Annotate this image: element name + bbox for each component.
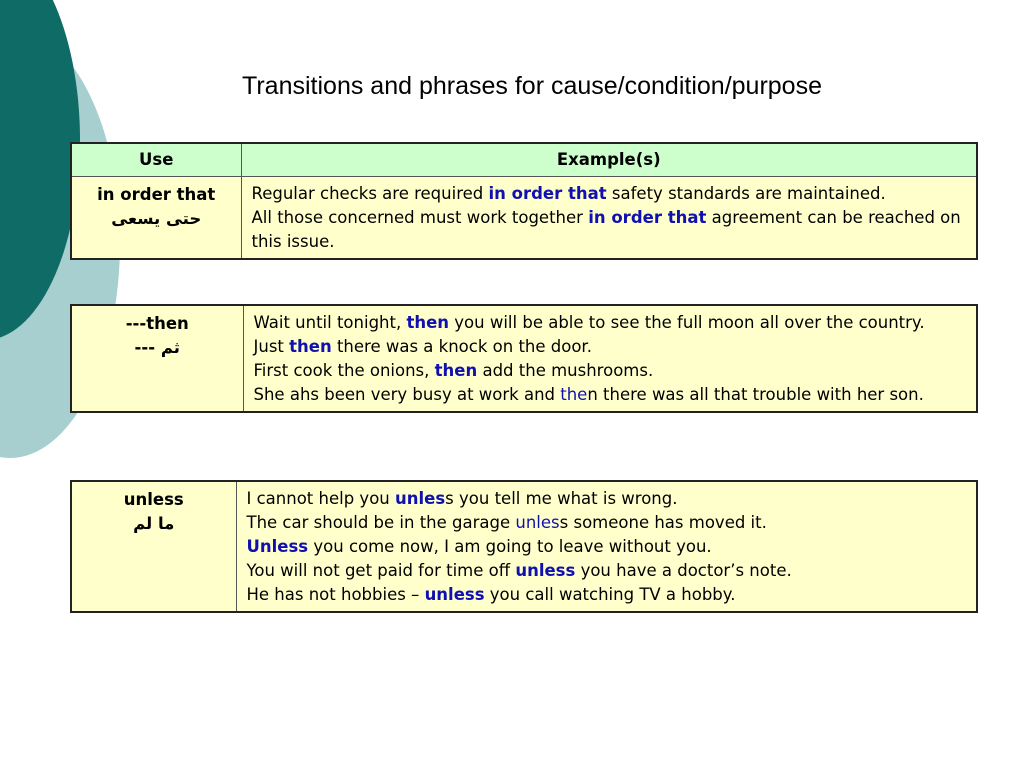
table-unless (70, 480, 978, 613)
sentence-text: s someone has moved it. (559, 513, 767, 532)
sentence-text: Regular checks are required (251, 184, 489, 203)
sentence-text: Wait until tonight, (253, 313, 407, 332)
header-row (71, 143, 977, 177)
use-arabic: ما لم (133, 514, 175, 533)
sentence-text: You will not get paid for time off (246, 561, 516, 580)
sentence-text: you come now, I am going to leave without you. (308, 537, 712, 556)
header-examples: Example(s) (241, 143, 977, 177)
sentence-text: All those concerned must work together (251, 208, 589, 227)
sentence-text: safety standards are maintained. (606, 184, 886, 203)
sentence-text: Just (253, 337, 290, 356)
sentence-text: n there was all that trouble with her son. (587, 385, 924, 404)
example-sentence (247, 487, 967, 511)
sentence-text: agreement can be reached on this issue. (251, 208, 961, 251)
sentence-text: you call watching TV a hobby. (484, 585, 736, 604)
example-sentence (247, 511, 967, 535)
table-row (71, 305, 977, 412)
sentence-text: you have a doctor’s note. (575, 561, 792, 580)
sentence-text: add the mushrooms. (477, 361, 654, 380)
keyword-highlight: then (406, 313, 450, 332)
keyword-highlight: unless (424, 585, 485, 604)
example-sentence (252, 206, 967, 254)
keyword-highlight: unless (515, 561, 576, 580)
use-cell (71, 481, 236, 612)
keyword-highlight: in order that (588, 208, 707, 227)
sentence-text: He has not hobbies – (246, 585, 425, 604)
keyword-highlight: then (434, 361, 478, 380)
use-cell (71, 177, 241, 260)
examples-cell (241, 177, 977, 260)
sentence-text: First cook the onions, (253, 361, 435, 380)
table-row (71, 177, 977, 260)
sentence-text: s you tell me what is wrong. (445, 489, 678, 508)
examples-cell (236, 481, 977, 612)
example-sentence (254, 359, 967, 383)
keyword-highlight: unles (515, 513, 560, 532)
slide-title: Transitions and phrases for cause/condition/purpose (242, 72, 822, 100)
sentence-text: there was a knock on the door. (331, 337, 592, 356)
sentence-text: you will be able to see the full moon all over the country. (449, 313, 925, 332)
use-term: unless (123, 490, 184, 509)
example-sentence (247, 535, 967, 559)
use-arabic: حتى يسعى (111, 209, 202, 228)
example-sentence (247, 583, 967, 607)
example-sentence (252, 182, 967, 206)
keyword-highlight: unles (395, 489, 446, 508)
use-term: ---then (125, 314, 189, 333)
use-arabic: ثم --- (134, 338, 180, 357)
example-sentence (247, 559, 967, 583)
example-sentence (254, 383, 967, 407)
example-sentence (254, 335, 967, 359)
keyword-highlight: then (289, 337, 332, 356)
use-cell (71, 305, 243, 412)
keyword-highlight: in order that (488, 184, 607, 203)
use-term: in order that (97, 185, 216, 204)
sentence-text: The car should be in the garage (246, 513, 516, 532)
sentence-text: She ahs been very busy at work and (253, 385, 561, 404)
sentence-text: I cannot help you (246, 489, 395, 508)
table-row (71, 481, 977, 612)
example-sentence (254, 311, 967, 335)
table-then (70, 304, 978, 413)
keyword-highlight: Unless (246, 537, 309, 556)
header-use: Use (71, 143, 241, 177)
table-in-order-that (70, 142, 978, 260)
keyword-highlight: the (560, 385, 588, 404)
examples-cell (243, 305, 977, 412)
